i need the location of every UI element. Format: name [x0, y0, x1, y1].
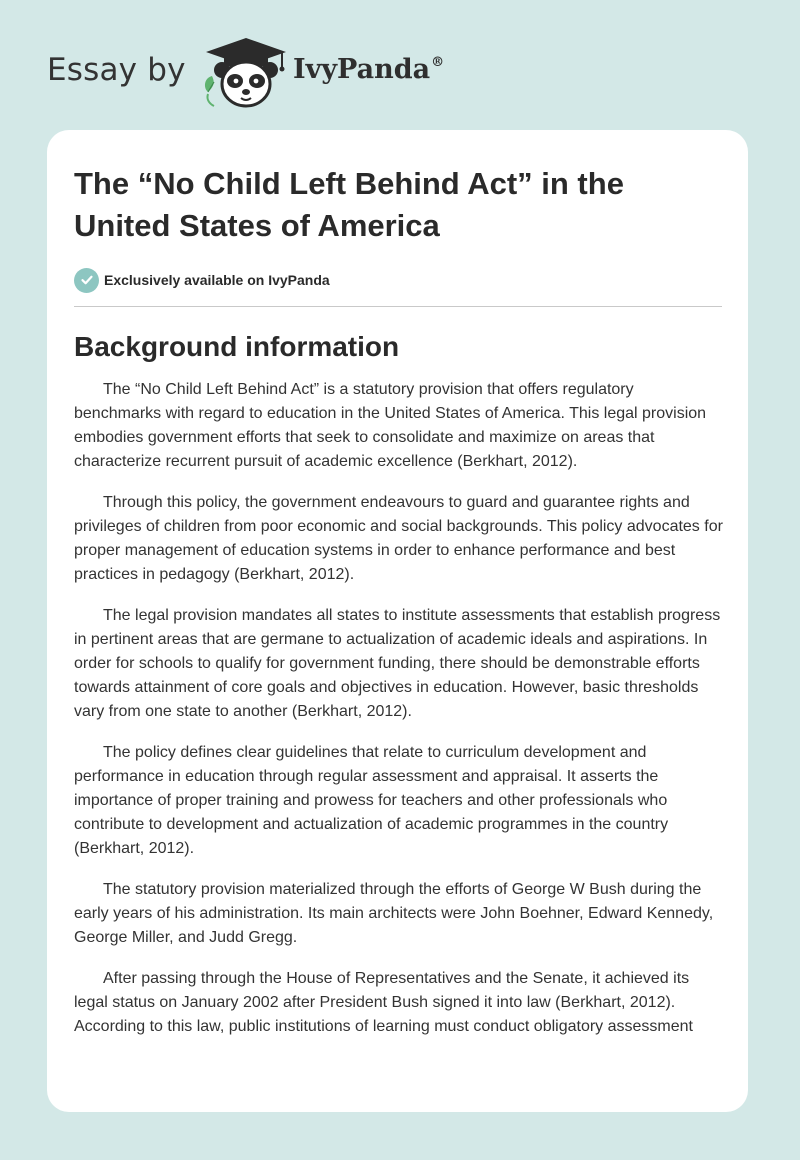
- paragraph: The “No Child Left Behind Act” is a statutory provision that offers regulatory benchmarks with regard to education in the United States of America. This legal provision embodies government efforts that seek to consolidate and maximize on areas that characterize recurrent pursuit of academic excellence (Berkhart, 2012).: [74, 381, 707, 470]
- site-header: [0, 0, 800, 130]
- brand-prefix: Essay by: [47, 52, 186, 88]
- paragraph: The policy defines clear guidelines that relate to curriculum development and performance in education through regular assessment and appraisal. It asserts the importance of proper training and prowess for teachers and other professionals who contribute to development and actualization of academic programmes in the country (Berkhart, 2012).: [74, 744, 669, 857]
- section-heading: Background information: [74, 331, 400, 362]
- page-title: The “No Child Left Behind Act” in the United States of America: [74, 166, 624, 243]
- divider: [74, 306, 722, 307]
- paragraph: Through this policy, the government endeavours to guard and guarantee rights and privileges of children from poor economic and social backgrounds. This policy advocates for proper management of education systems in order to enhance performance and best practices in pedagogy (Berkhart, 2012).: [74, 494, 723, 583]
- essay-card: [47, 130, 748, 1112]
- exclusive-badge: [74, 266, 722, 294]
- brand-name[interactable]: [293, 54, 444, 85]
- check-circle-icon: [74, 268, 99, 293]
- registered-mark: ®: [431, 55, 445, 70]
- panda-graduate-logo-icon[interactable]: [198, 36, 294, 110]
- exclusive-label: Exclusively available on IvyPanda: [104, 272, 330, 288]
- paragraph: The statutory provision materialized through the efforts of George W Bush during the early years of his administration. Its main architects were John Boehner, Edward Kennedy, George Miller, and Judd Gregg.: [74, 881, 714, 946]
- brand-name-text: IvyPanda: [293, 54, 431, 85]
- paragraph: After passing through the House of Representatives and the Senate, it achieved its legal status on January 2002 after President Bush signed it into law (Berkhart, 2012). According to this law, public institutions of learning must conduct obligatory assessment: [74, 970, 693, 1035]
- paragraph: The legal provision mandates all states to institute assessments that establish progress in pertinent areas that are germane to actualization of academic ideals and aspirations. In order for schools to qualify for government funding, there should be demonstrable efforts towards attainment of core goals and objectives in education. However, basic thresholds vary from one state to another (Berkhart, 2012).: [74, 607, 721, 720]
